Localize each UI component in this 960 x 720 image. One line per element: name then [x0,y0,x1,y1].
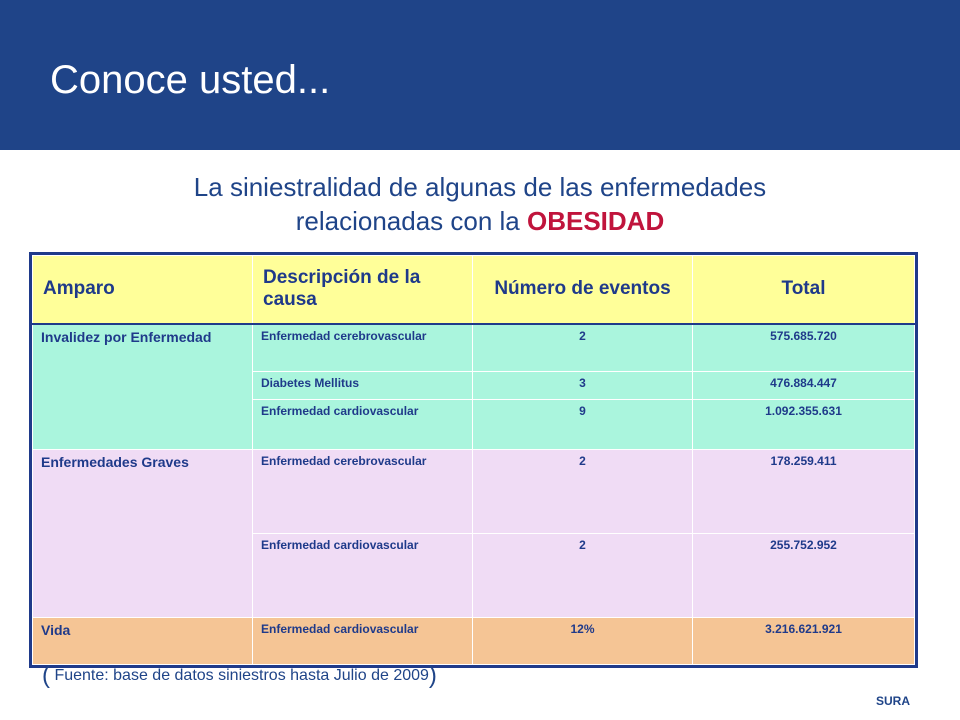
total-cell: 575.685.720 [693,324,915,372]
total-cell: 3.216.621.921 [693,618,915,665]
table-header-row [33,256,915,324]
header-eventos: Número de eventos [473,256,693,324]
descripcion-cell: Enfermedad cardiovascular [253,618,473,665]
amparo-cell: Enfermedades Graves [33,450,253,618]
header-descripcion: Descripción de la causa [253,256,473,324]
total-cell: 476.884.447 [693,372,915,400]
eventos-cell: 9 [473,400,693,450]
total-cell: 255.752.952 [693,534,915,618]
subtitle-line-2-prefix: relacionadas con la [295,206,527,236]
table-row [33,324,915,372]
header-amparo: Amparo [33,256,253,324]
header-banner [0,0,960,150]
eventos-cell: 2 [473,450,693,534]
amparo-cell: Vida [33,618,253,665]
source-text: Fuente: base de datos siniestros hasta Julio de 2009 [50,667,429,684]
table-row [33,618,915,665]
descripcion-cell: Enfermedad cardiovascular [253,534,473,618]
descripcion-cell: Enfermedad cerebrovascular [253,450,473,534]
source-note [42,662,437,690]
page-title: Conoce usted... [50,58,331,102]
brand-label: SURA [875,694,910,708]
subtitle-line-1: La siniestralidad de algunas de las enfermedades [193,172,767,202]
table-row [33,450,915,534]
eventos-cell: 2 [473,534,693,618]
descripcion-cell: Enfermedad cardiovascular [253,400,473,450]
source-paren-close: ) [428,662,437,689]
eventos-cell: 12% [473,618,693,665]
descripcion-cell: Enfermedad cerebrovascular [253,324,473,372]
subtitle [60,170,900,238]
descripcion-cell: Diabetes Mellitus [253,372,473,400]
subtitle-line-2 [60,204,900,238]
amparo-cell: Invalidez por Enfermedad [33,324,253,450]
eventos-cell: 3 [473,372,693,400]
eventos-cell: 2 [473,324,693,372]
total-cell: 178.259.411 [693,450,915,534]
header-total: Total [693,256,915,324]
subtitle-emphasis: OBESIDAD [527,206,665,236]
total-cell: 1.092.355.631 [693,400,915,450]
claims-table [32,255,915,665]
source-paren-open: ( [42,662,50,689]
